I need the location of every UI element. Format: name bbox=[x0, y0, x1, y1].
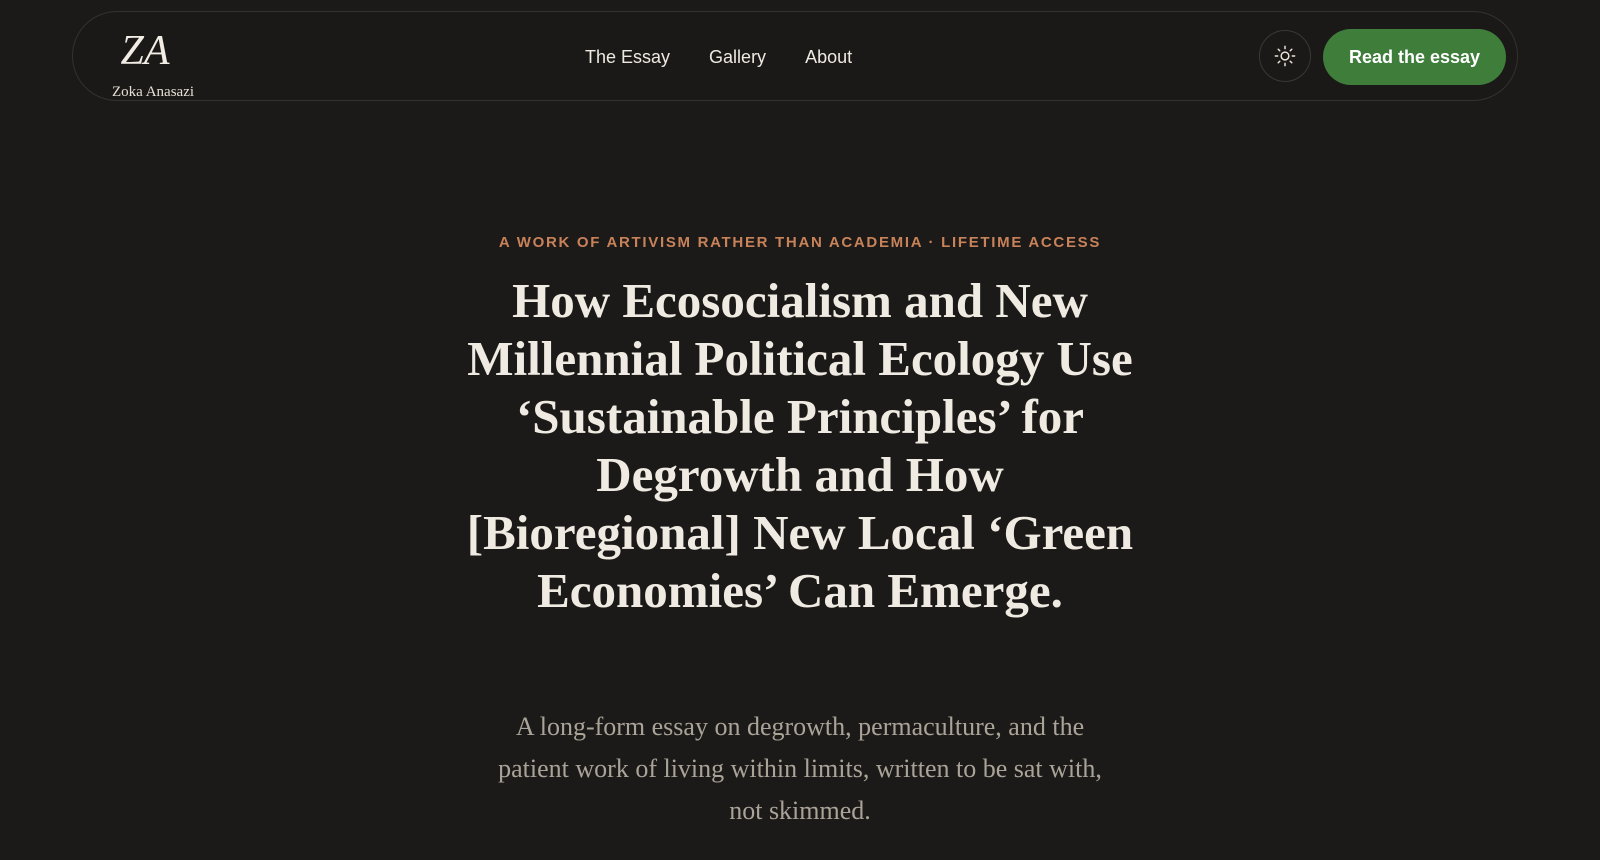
read-the-essay-button[interactable]: Read the essay bbox=[1323, 29, 1506, 85]
nav-link-gallery[interactable]: Gallery bbox=[709, 47, 767, 67]
brand-name: Zoka Anasazi bbox=[111, 84, 195, 100]
za-monogram-logo bbox=[109, 26, 181, 70]
hero-title: How Ecosocialism and New Millennial Political Ecology Use ‘Sustainable Principles’ for Degrowth and How [Bioregional] New Local ‘Green Economies’ Can Emerge. bbox=[466, 273, 1134, 618]
theme-toggle-button[interactable] bbox=[1259, 30, 1311, 82]
nav-link-the-essay[interactable]: The Essay bbox=[585, 47, 671, 67]
primary-nav bbox=[585, 45, 852, 69]
hero-subtitle: A long-form essay on degrowth, permaculture, and the patient work of living within limits, written to be sat with, not skimmed. bbox=[498, 712, 1102, 825]
brand-home-link[interactable] bbox=[97, 22, 209, 100]
sun-icon bbox=[1274, 45, 1296, 67]
logo-monogram-text: ZA bbox=[120, 28, 170, 70]
hero-eyebrow: A WORK OF ARTIVISM RATHER THAN ACADEMIA · LIFETIME ACCESS bbox=[498, 234, 1102, 251]
top-navigation bbox=[72, 11, 1518, 101]
nav-link-about[interactable]: About bbox=[805, 47, 853, 67]
